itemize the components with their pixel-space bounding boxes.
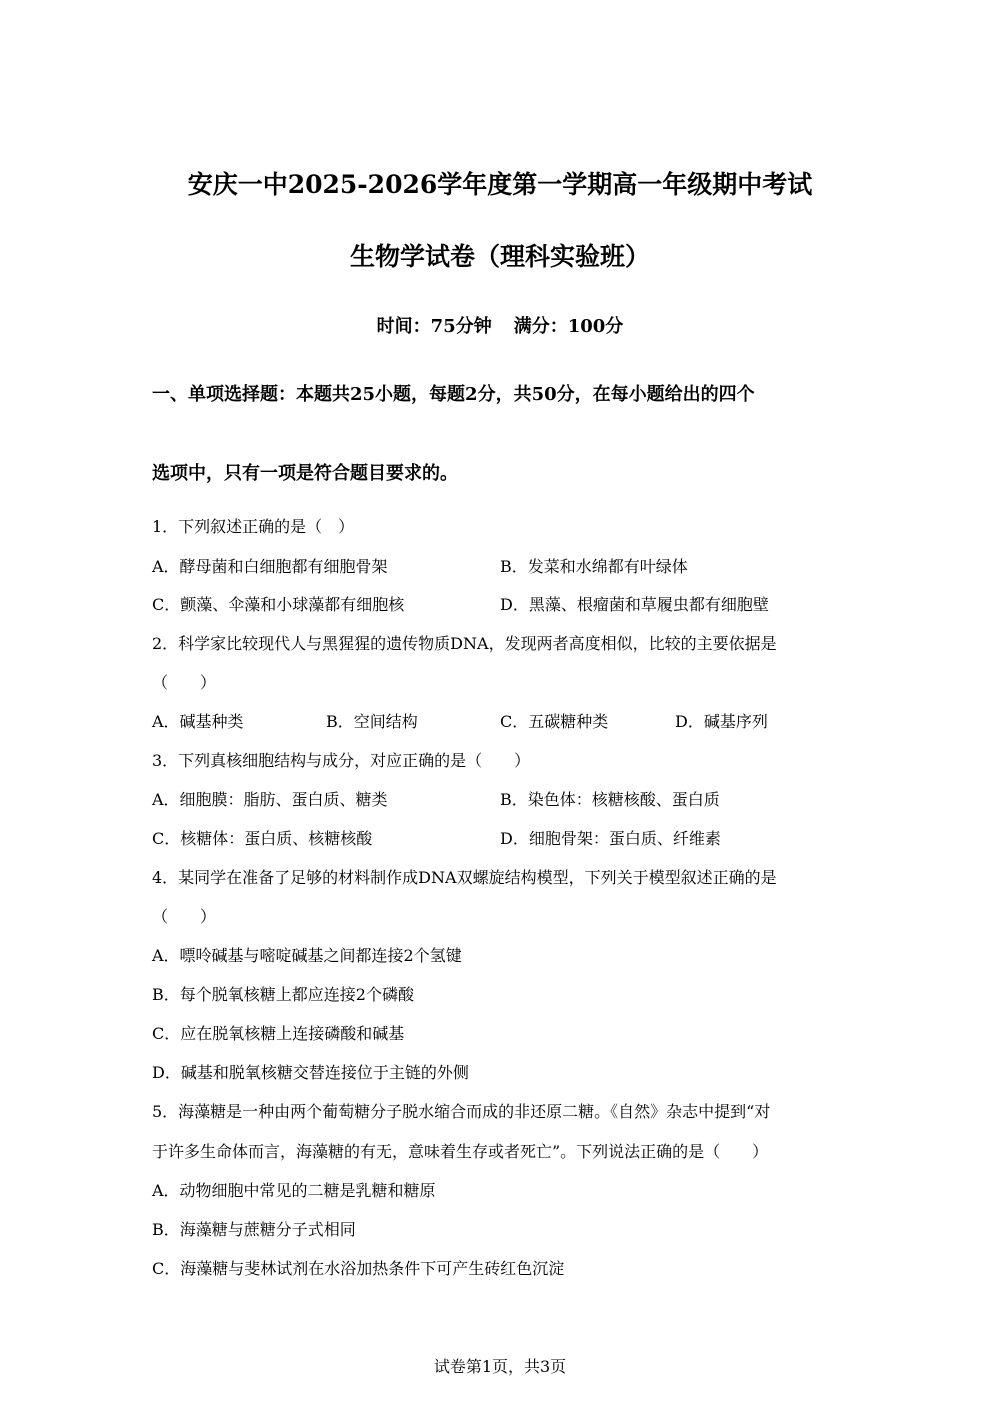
question-5-stem-cont: 于许多生命体而言，海藻糖的有无，意味着生存或者死亡”。下列说法正确的是（ ） — [152, 1142, 769, 1161]
question-2-option-a: A．碱基种类 — [152, 712, 244, 731]
question-4-stem: 4．某同学在准备了足够的材料制作成DNA双螺旋结构模型，下列关于模型叙述正确的是 — [152, 868, 777, 887]
exam-meta — [0, 315, 1000, 339]
question-5-option-c: C．海藻糖与斐林试剂在水浴加热条件下可产生砖红色沉淀 — [152, 1259, 565, 1278]
question-3-option-c: C．核糖体：蛋白质、核糖核酸 — [152, 829, 373, 848]
question-2-option-c: C．五碳糖种类 — [500, 712, 609, 731]
page-footer: 试卷第1页，共3页 — [433, 1357, 567, 1376]
question-2-option-d: D．碱基序列 — [675, 712, 768, 731]
question-3-option-b: B．染色体：核糖核酸、蛋白质 — [500, 790, 720, 809]
question-2-stem: 2．科学家比较现代人与黑猩猩的遗传物质DNA，发现两者高度相似，比较的主要依据是 — [152, 634, 777, 653]
question-5-option-a: A．动物细胞中常见的二糖是乳糖和糖原 — [152, 1181, 436, 1200]
question-1-stem: 1．下列叙述正确的是（ ） — [152, 517, 355, 536]
exam-time: 时间：75分钟 — [376, 316, 492, 337]
question-3-option-a: A．细胞膜：脂肪、蛋白质、糖类 — [152, 790, 388, 809]
question-4-option-d: D．碱基和脱氧核糖交替连接位于主链的外侧 — [152, 1063, 469, 1082]
question-4-option-c: C．应在脱氧核糖上连接磷酸和碱基 — [152, 1024, 405, 1043]
exam-full-score: 满分：100分 — [513, 316, 624, 337]
question-5-option-b: B．海藻糖与蔗糖分子式相同 — [152, 1220, 356, 1239]
question-3-option-d: D．细胞骨架：蛋白质、纤维素 — [500, 829, 721, 848]
question-5-stem: 5．海藻糖是一种由两个葡萄糖分子脱水缩合而成的非还原二糖。《自然》杂志中提到“对 — [152, 1102, 771, 1121]
question-4-option-b: B．每个脱氧核糖上都应连接2个磷酸 — [152, 985, 414, 1004]
question-1-option-c: C．颤藻、伞藻和小球藻都有细胞核 — [152, 595, 405, 614]
section-heading: 一、单项选择题：本题共25小题，每题2分，共50分，在每小题给出的四个 — [152, 384, 755, 405]
question-2-stem-cont: （ ） — [152, 673, 217, 692]
question-1-option-d: D．黑藻、根瘤菌和草履虫都有细胞壁 — [500, 595, 769, 614]
question-1-option-a: A．酵母菌和白细胞都有细胞骨架 — [152, 557, 388, 576]
question-4-stem-cont: （ ） — [152, 907, 217, 926]
question-1-option-b: B．发菜和水绵都有叶绿体 — [500, 557, 688, 576]
question-3-stem: 3．下列真核细胞结构与成分，对应正确的是（ ） — [152, 751, 531, 770]
section-heading-cont: 选项中，只有一项是符合题目要求的。 — [152, 463, 458, 484]
question-2-option-b: B．空间结构 — [326, 712, 418, 731]
exam-title: 安庆一中2025-2026学年度第一学期高一年级期中考试 — [187, 170, 813, 199]
question-4-option-a: A．嘌呤碱基与嘧啶碱基之间都连接2个氢键 — [152, 946, 462, 965]
exam-subtitle: 生物学试卷（理科实验班） — [349, 242, 650, 271]
